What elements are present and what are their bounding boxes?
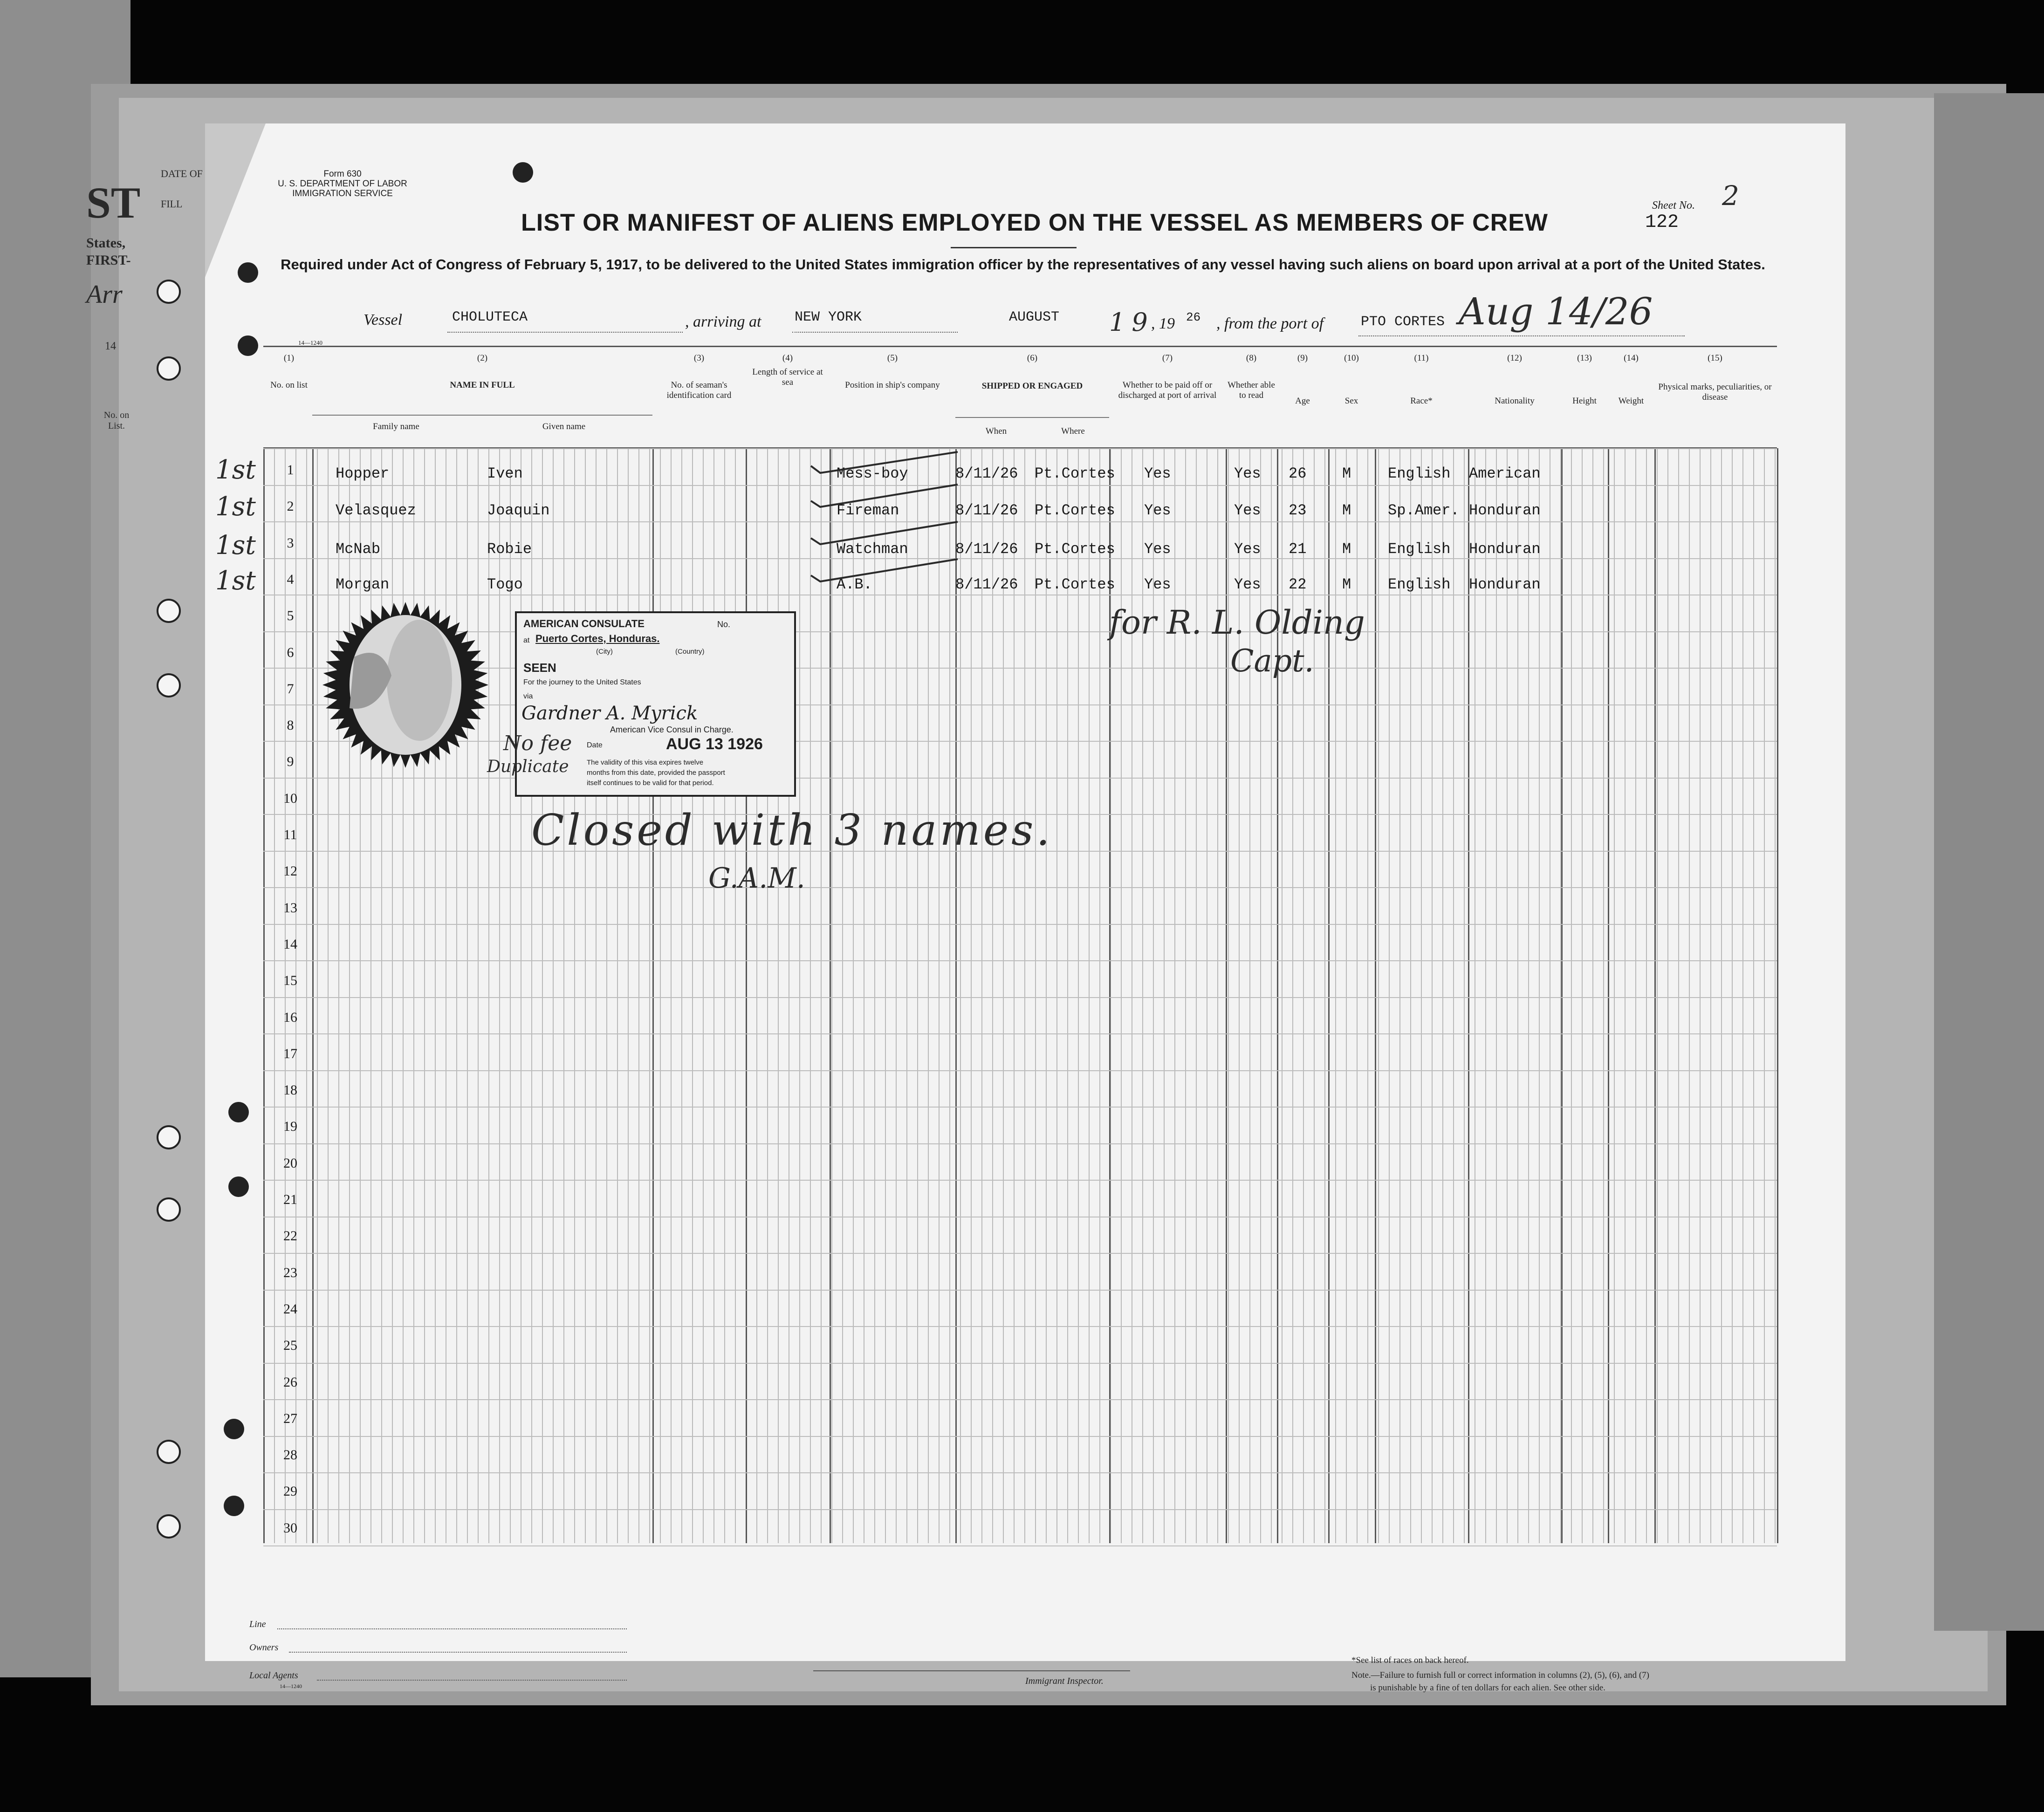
sex-cell: M [1342, 576, 1351, 593]
shipped-when-cell: 8/11/26 [955, 502, 1018, 519]
grid-line [1667, 448, 1668, 1543]
grid-line [1378, 448, 1379, 1543]
grid-line [971, 448, 972, 1543]
title-underline [951, 247, 1077, 248]
inspector-signature-line [813, 1670, 1130, 1671]
row-number: 18 [283, 1082, 297, 1098]
grid-line [1421, 448, 1422, 1543]
row-rule [263, 1253, 1777, 1254]
row-rule [263, 558, 1777, 559]
grid-line [1099, 448, 1100, 1543]
grid-line [510, 448, 511, 1543]
binder-hole [157, 673, 181, 697]
grid-line [1528, 448, 1529, 1543]
row-rule [263, 1436, 1777, 1437]
shipped-when-cell: 8/11/26 [955, 576, 1018, 593]
header-top-rule [263, 346, 1777, 347]
grid-line [1571, 448, 1572, 1543]
given-name-header: Given name [542, 422, 586, 431]
grid-line [896, 448, 897, 1543]
grid-line [1056, 448, 1057, 1543]
grid-line [981, 448, 982, 1543]
handwritten-date: Aug 14/26 [1459, 290, 1653, 333]
binder-hole [157, 1125, 181, 1149]
grid-line [1775, 448, 1776, 1543]
form-number: Form 630 [323, 169, 362, 179]
binder-hole [157, 356, 181, 381]
grid-line [1582, 448, 1583, 1543]
nationality-cell: Honduran [1469, 540, 1541, 558]
grid-line [810, 448, 811, 1543]
stamp-place: Puerto Cortes, Honduras. [535, 633, 660, 644]
vessel-label: Vessel [364, 311, 403, 328]
row-number: 1 [287, 462, 294, 478]
paid-off-cell: Yes [1144, 540, 1171, 558]
races-note: *See list of races on back hereof. [1351, 1655, 1469, 1665]
row-rule [263, 1472, 1777, 1473]
given-name-cell: Robie [487, 540, 532, 558]
sex-cell: M [1342, 540, 1351, 558]
background-first-text: FIRST- [86, 253, 131, 268]
grid-line [1742, 448, 1743, 1543]
margin-class-note: 1st [215, 530, 256, 561]
row-number: 23 [283, 1265, 297, 1280]
check-marks [804, 447, 972, 596]
row-rule [263, 1033, 1777, 1034]
family-name-cell: Morgan [336, 576, 390, 593]
row-number: 25 [283, 1338, 297, 1354]
stamp-validity-2: months from this date, provided the passport [587, 769, 725, 777]
position-cell: A.B. [837, 576, 872, 593]
grid-line [1539, 448, 1540, 1543]
binder-hole [228, 1176, 249, 1197]
grid-line [1078, 448, 1079, 1543]
grid-line [1442, 448, 1443, 1543]
stamp-at-label: at [523, 636, 530, 644]
position-cell: Fireman [837, 502, 899, 519]
column-divider [1468, 448, 1469, 1543]
row-number: 19 [283, 1119, 297, 1135]
form-issuer [266, 169, 419, 198]
grid-line [317, 448, 318, 1543]
row-number: 22 [283, 1228, 297, 1244]
col-10-header: (10) Sex [1344, 353, 1359, 406]
col-15-header: (15) Physical marks, peculiarities, or disease [1658, 353, 1772, 402]
row-number: 29 [283, 1484, 297, 1499]
stamp-city-label: (City) [596, 648, 613, 656]
row-rule [263, 1509, 1777, 1510]
row-number: 9 [287, 754, 294, 770]
grid-line [853, 448, 854, 1543]
background-arr-text: Arr [86, 280, 123, 309]
row-number: 8 [287, 718, 294, 733]
row-number: 30 [283, 1520, 297, 1536]
nationality-cell: American [1469, 465, 1541, 482]
row-number: 15 [283, 973, 297, 989]
stamp-validity-1: The validity of this visa expires twelve [587, 759, 704, 766]
binder-hole [157, 599, 181, 623]
row-number: 5 [287, 608, 294, 624]
nationality-cell: Honduran [1469, 576, 1541, 593]
col-12-header: (12) Nationality [1495, 353, 1535, 406]
paid-off-cell: Yes [1144, 465, 1171, 482]
column-divider [1561, 448, 1563, 1543]
line-label: Line [249, 1619, 266, 1629]
row-number: 3 [287, 535, 294, 551]
nationality-cell: Honduran [1469, 502, 1541, 519]
grid-line [1410, 448, 1411, 1543]
master-signature: for R. L. Olding [1109, 603, 1365, 642]
family-name-cell: McNab [336, 540, 381, 558]
row-number: 2 [287, 499, 294, 514]
row-rule [263, 1326, 1777, 1327]
col-5-header: (5) Position in ship's company [845, 353, 940, 390]
penalty-note-2: is punishable by a fine of ten dollars for each alien. See other side. [1370, 1683, 1605, 1693]
row-number: 28 [283, 1447, 297, 1463]
margin-class-note: 1st [215, 455, 256, 485]
row-rule [263, 704, 1777, 705]
able-to-read-cell: Yes [1234, 576, 1261, 593]
stamp-validity-3: itself continues to be valid for that period. [587, 779, 714, 787]
year-label: , 19 [1151, 315, 1175, 332]
row-number: 13 [283, 900, 297, 916]
row-number: 7 [287, 681, 294, 697]
given-name-cell: Joaquin [487, 502, 550, 519]
background-date-text: DATE OF [161, 168, 203, 179]
row-number: 27 [283, 1410, 297, 1426]
column-divider [955, 448, 957, 1543]
background-states-text: States, [86, 235, 126, 251]
grid-line [949, 448, 950, 1543]
row-rule [263, 448, 1777, 449]
departure-port: PTO CORTES [1361, 314, 1445, 330]
margin-class-note: 1st [215, 492, 256, 522]
row-number: 12 [283, 863, 297, 879]
able-to-read-cell: Yes [1234, 502, 1261, 519]
background-no-on-list: No. on List. [103, 410, 130, 431]
arrival-month: AUGUST [1009, 309, 1060, 325]
binder-hole [513, 162, 533, 183]
position-cell: Watchman [837, 540, 908, 558]
col-2-header: (2) NAME IN FULL [450, 353, 515, 390]
grid-line [1689, 448, 1690, 1543]
when-header: When [985, 426, 1007, 436]
able-to-read-cell: Yes [1234, 465, 1261, 482]
grid-line [1496, 448, 1497, 1543]
port-dotted-line [792, 332, 958, 333]
col-7-header: (7) Whether to be paid off or discharged at port of arrival [1118, 353, 1217, 400]
closed-note: Closed with 3 names. [531, 805, 1053, 855]
row-number: 17 [283, 1046, 297, 1061]
given-name-cell: Togo [487, 576, 523, 593]
col-1-header: (1) No. on list [270, 353, 308, 390]
column-divider [263, 448, 265, 1543]
grid-line [1764, 448, 1765, 1543]
grid-line [1035, 448, 1036, 1543]
column-divider [1654, 448, 1656, 1543]
position-cell: Mess-boy [837, 465, 908, 482]
sheet-stamp-number: 122 [1645, 212, 1679, 233]
agents-field [317, 1680, 627, 1681]
sex-cell: M [1342, 502, 1351, 519]
grid-line [917, 448, 918, 1543]
age-cell: 21 [1289, 540, 1307, 558]
margin-class-note: 1st [215, 566, 256, 596]
grid-line [821, 448, 822, 1543]
stamp-date-label: Date [587, 741, 603, 749]
stamp-heading: AMERICAN CONSULATE [523, 618, 645, 629]
grid-line [1453, 448, 1454, 1543]
row-rule [263, 1363, 1777, 1364]
shipped-where-cell: Pt.Cortes [1035, 576, 1115, 593]
consular-seal [322, 601, 489, 769]
grid-line [1464, 448, 1465, 1543]
binder-hole [224, 1496, 244, 1516]
grid-line [842, 448, 843, 1543]
background-heading: ST [86, 178, 141, 227]
grid-line [1367, 448, 1368, 1543]
row-number: 21 [283, 1192, 297, 1207]
name-subheader-rule [312, 415, 652, 416]
owners-label: Owners [249, 1642, 279, 1653]
given-name-cell: Iven [487, 465, 523, 482]
consul-signature: Gardner A. Myrick [521, 703, 698, 724]
row-rule [263, 960, 1777, 961]
row-number: 14 [283, 936, 297, 952]
folded-corner [205, 123, 266, 277]
stamp-via-label: via [523, 692, 533, 700]
grid-line [885, 448, 886, 1543]
background-fill-text: FILL [161, 198, 183, 210]
form-subtitle: Required under Act of Congress of February 5, 1917, to be delivered to the United States immigration officer by the representatives of any vessel having such aliens on board upon arrival at a port of the United States. [281, 256, 1765, 273]
local-agents-label: Local Agents [249, 1670, 298, 1681]
row-rule [263, 924, 1777, 925]
row-number: 6 [287, 644, 294, 660]
grid-line [874, 448, 875, 1543]
shipped-when-cell: 8/11/26 [955, 540, 1018, 558]
department-name: U. S. DEPARTMENT OF LABOR [278, 179, 407, 189]
able-to-read-cell: Yes [1234, 540, 1261, 558]
grid-line [1389, 448, 1390, 1543]
family-name-header: Family name [373, 422, 419, 431]
race-cell: English [1388, 465, 1451, 482]
grid-line [799, 448, 800, 1543]
grid-line [1014, 448, 1015, 1543]
binder-hole [228, 1102, 249, 1122]
sheet-number-label: Sheet No. [1652, 199, 1695, 212]
master-title: Capt. [1230, 643, 1314, 679]
stamp-no-label: No. [717, 620, 731, 629]
grid-line [1024, 448, 1025, 1543]
from-port-dotted-line [1358, 335, 1685, 336]
column-divider [1375, 448, 1376, 1543]
row-rule [263, 1290, 1777, 1291]
binder-hole [238, 262, 258, 283]
col-4-header: (4) Length of service at sea [752, 353, 823, 387]
col-8-header: (8) Whether able to read [1228, 353, 1275, 400]
where-header: Where [1061, 426, 1085, 436]
column-divider [830, 448, 831, 1543]
binder-hole [157, 1514, 181, 1538]
inspector-initials: G.A.M. [708, 862, 805, 895]
col-11-header: (11) Race* [1410, 353, 1433, 406]
grid-line [1046, 448, 1047, 1543]
row-number: 4 [287, 571, 294, 587]
grid-line [831, 448, 832, 1543]
service-name: IMMIGRATION SERVICE [292, 189, 393, 198]
race-cell: English [1388, 540, 1451, 558]
grid-line [1399, 448, 1400, 1543]
grid-line [1732, 448, 1733, 1543]
stamp-date: AUG 13 1926 [666, 735, 763, 753]
manifest-grid [263, 448, 1777, 1543]
duplicate-note: Duplicate [487, 757, 569, 776]
age-cell: 23 [1289, 502, 1307, 519]
penalty-note-1: Note.—Failure to furnish full or correct information in columns (2), (5), (6), and (7) [1351, 1670, 1649, 1680]
row-rule [263, 741, 1777, 742]
grid-line [939, 448, 940, 1543]
grid-line [1614, 448, 1615, 1543]
grid-line [1089, 448, 1090, 1543]
arriving-label: , arriving at [685, 313, 761, 330]
paid-off-cell: Yes [1144, 576, 1171, 593]
grid-line [1485, 448, 1486, 1543]
row-rule [263, 1070, 1777, 1071]
grid-line [928, 448, 929, 1543]
col-9-header: (9) Age [1295, 353, 1310, 406]
row-rule [263, 485, 1777, 486]
row-number: 11 [283, 827, 297, 842]
arrival-year: 26 [1186, 310, 1201, 324]
grid-line [1753, 448, 1754, 1543]
race-cell: Sp.Amer. [1388, 502, 1460, 519]
paid-off-cell: Yes [1144, 502, 1171, 519]
shipped-subheader-rule [955, 417, 1109, 418]
age-cell: 22 [1289, 576, 1307, 593]
no-fee-note: No fee [503, 732, 572, 755]
row-number: 24 [283, 1301, 297, 1317]
grid-line [1603, 448, 1604, 1543]
shipped-where-cell: Pt.Cortes [1035, 502, 1115, 519]
vessel-name: CHOLUTECA [452, 309, 528, 325]
row-rule [263, 668, 1777, 669]
row-rule [263, 1143, 1777, 1144]
grid-line [1678, 448, 1679, 1543]
grid-line [992, 448, 993, 1543]
background-col-number: 14 [105, 340, 116, 352]
grid-line [1432, 448, 1433, 1543]
row-rule [263, 631, 1777, 632]
row-rule [263, 1545, 1777, 1546]
footer-form-code: 14—1240 [280, 1683, 302, 1689]
binder-hole [157, 1440, 181, 1464]
binder-hole [224, 1419, 244, 1439]
sheet-number: 2 [1722, 180, 1739, 212]
row-rule [263, 1180, 1777, 1181]
grid-line [1710, 448, 1711, 1543]
grid-line [1700, 448, 1701, 1543]
grid-line [906, 448, 907, 1543]
shipped-when-cell: 8/11/26 [955, 465, 1018, 482]
stamp-consul-title: American Vice Consul in Charge. [610, 725, 734, 734]
column-divider [312, 448, 314, 1543]
row-rule [263, 1399, 1777, 1400]
owners-field [289, 1652, 627, 1653]
row-rule [263, 997, 1777, 998]
grid-line [1517, 448, 1518, 1543]
stamp-country-label: (Country) [675, 648, 705, 656]
age-cell: 26 [1289, 465, 1307, 482]
grid-line [1507, 448, 1508, 1543]
column-divider [1777, 448, 1778, 1543]
row-rule [263, 1107, 1777, 1108]
binder-hole [157, 280, 181, 304]
background-right-strip [1934, 93, 2044, 1631]
shipped-where-cell: Pt.Cortes [1035, 540, 1115, 558]
inspector-label: Immigrant Inspector. [1025, 1676, 1104, 1686]
shipped-where-cell: Pt.Cortes [1035, 465, 1115, 482]
grid-line [1721, 448, 1722, 1543]
from-port-label: , from the port of [1216, 315, 1324, 332]
binder-hole [238, 335, 258, 356]
row-number: 16 [283, 1009, 297, 1025]
row-number: 20 [283, 1155, 297, 1171]
family-name-cell: Hopper [336, 465, 390, 482]
grid-line [1657, 448, 1658, 1543]
grid-line [1646, 448, 1647, 1543]
col-13-header: (13) Height [1572, 353, 1597, 406]
stamp-seen: SEEN [523, 661, 556, 675]
arrival-day: 19 [1109, 308, 1154, 337]
binder-hole [157, 1197, 181, 1222]
column-divider [1608, 448, 1609, 1543]
col-3-header: (3) No. of seaman's identification card [666, 353, 732, 400]
row-rule [263, 887, 1777, 888]
grid-line [960, 448, 961, 1543]
grid-line [499, 448, 500, 1543]
family-name-cell: Velasquez [336, 502, 416, 519]
row-number: 26 [283, 1374, 297, 1390]
grid-line [1067, 448, 1068, 1543]
grid-line [1635, 448, 1636, 1543]
vessel-dotted-line [447, 332, 683, 333]
grid-line [1625, 448, 1626, 1543]
stamp-journey: For the journey to the United States [523, 678, 641, 686]
col-6-header: (6) SHIPPED OR ENGAGED [981, 353, 1083, 391]
row-rule [263, 778, 1777, 779]
sex-cell: M [1342, 465, 1351, 482]
form-code: 14—1240 [298, 339, 322, 346]
line-field [277, 1628, 627, 1629]
race-cell: English [1388, 576, 1451, 593]
grid-line [1003, 448, 1004, 1543]
row-rule [263, 521, 1777, 522]
col-14-header: (14) Weight [1618, 353, 1644, 406]
row-number: 10 [283, 790, 297, 806]
arrival-port: NEW YORK [795, 309, 862, 325]
grid-line [1592, 448, 1593, 1543]
page-title: LIST OR MANIFEST OF ALIENS EMPLOYED ON THE VESSEL AS MEMBERS OF CREW [521, 209, 1548, 236]
